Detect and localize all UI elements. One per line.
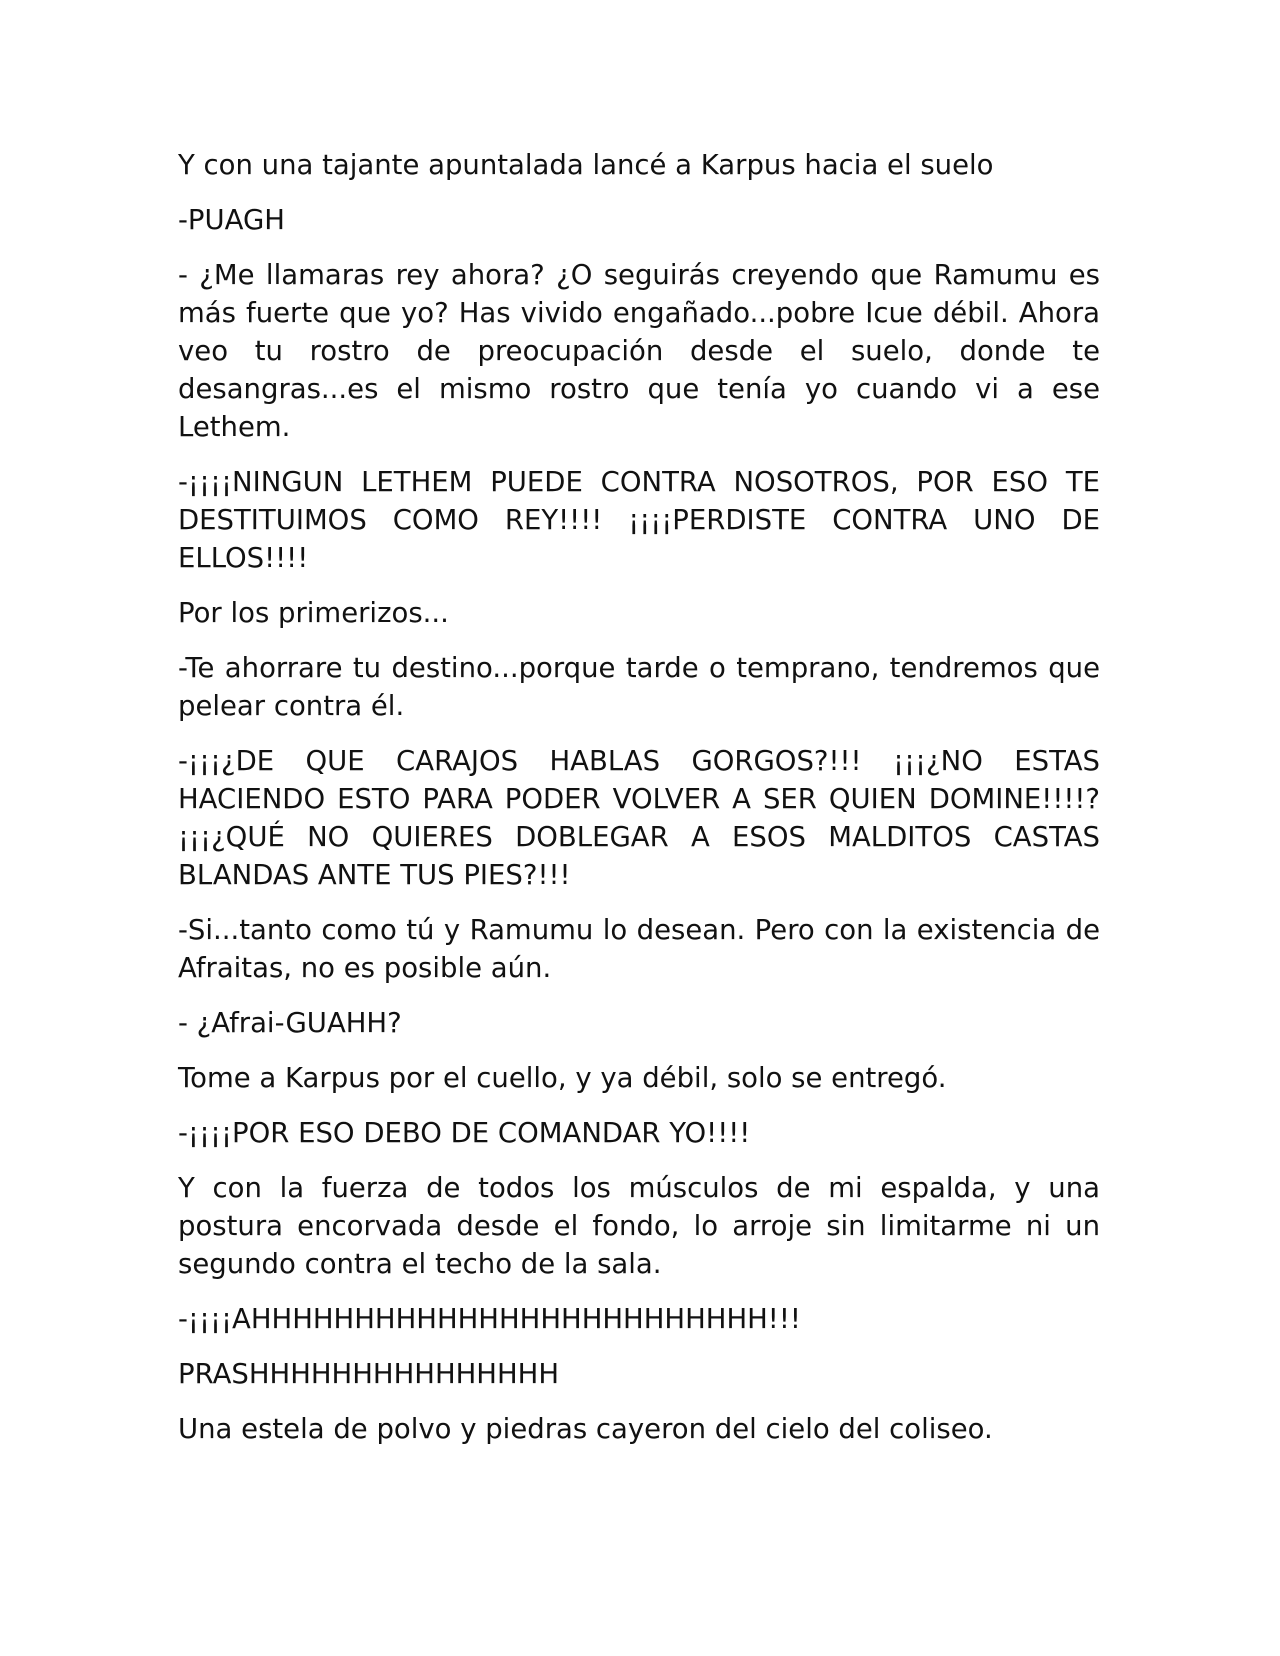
paragraph-2: -PUAGH xyxy=(178,204,285,236)
paragraph-8: -Si...tanto como tú y Ramumu lo desean. Pero con la existencia de Afraitas, no es posible aún. xyxy=(178,914,1100,984)
paragraph-15: Una estela de polvo y piedras cayeron del cielo del coliseo. xyxy=(178,1413,993,1445)
document-body xyxy=(178,146,1100,1465)
paragraph-11: -¡¡¡¡POR ESO DEBO DE COMANDAR YO!!!! xyxy=(178,1117,751,1149)
paragraph-3: - ¿Me llamaras rey ahora? ¿O seguirás creyendo que Ramumu es más fuerte que yo? Has vivido engañado...pobre Icue débil. Ahora veo tu rostro de preocupación desde el suelo, donde te desangras...es el mismo rostro que tenía yo cuando vi a ese Lethem. xyxy=(178,259,1100,443)
paragraph-7: -¡¡¡¿DE QUE CARAJOS HABLAS GORGOS?!!! ¡¡¡¿NO ESTAS HACIENDO ESTO PARA PODER VOLVER A SER QUIEN DOMINE!!!!? ¡¡¡¿QUÉ NO QUIERES DOBLEGAR A ESOS MALDITOS CASTAS BLANDAS ANTE TUS PIES?!!! xyxy=(178,745,1100,891)
paragraph-9: - ¿Afrai-GUAHH? xyxy=(178,1007,402,1039)
paragraph-1: Y con una tajante apuntalada lancé a Karpus hacia el suelo xyxy=(178,149,994,181)
paragraph-10: Tome a Karpus por el cuello, y ya débil, solo se entregó. xyxy=(178,1062,947,1094)
paragraph-14: PRASHHHHHHHHHHHHHHH xyxy=(178,1358,560,1390)
paragraph-6: -Te ahorrare tu destino...porque tarde o temprano, tendremos que pelear contra él. xyxy=(178,652,1100,722)
paragraph-12: Y con la fuerza de todos los músculos de mi espalda, y una postura encorvada desde el fondo, lo arroje sin limitarme ni un segundo contra el techo de la sala. xyxy=(178,1172,1100,1280)
paragraph-4: -¡¡¡¡NINGUN LETHEM PUEDE CONTRA NOSOTROS, POR ESO TE DESTITUIMOS COMO REY!!!! ¡¡¡¡PERDISTE CONTRA UNO DE ELLOS!!!! xyxy=(178,466,1100,574)
paragraph-5: Por los primerizos... xyxy=(178,597,449,629)
paragraph-13: -¡¡¡¡AHHHHHHHHHHHHHHHHHHHHHHHHH!!! xyxy=(178,1303,801,1335)
